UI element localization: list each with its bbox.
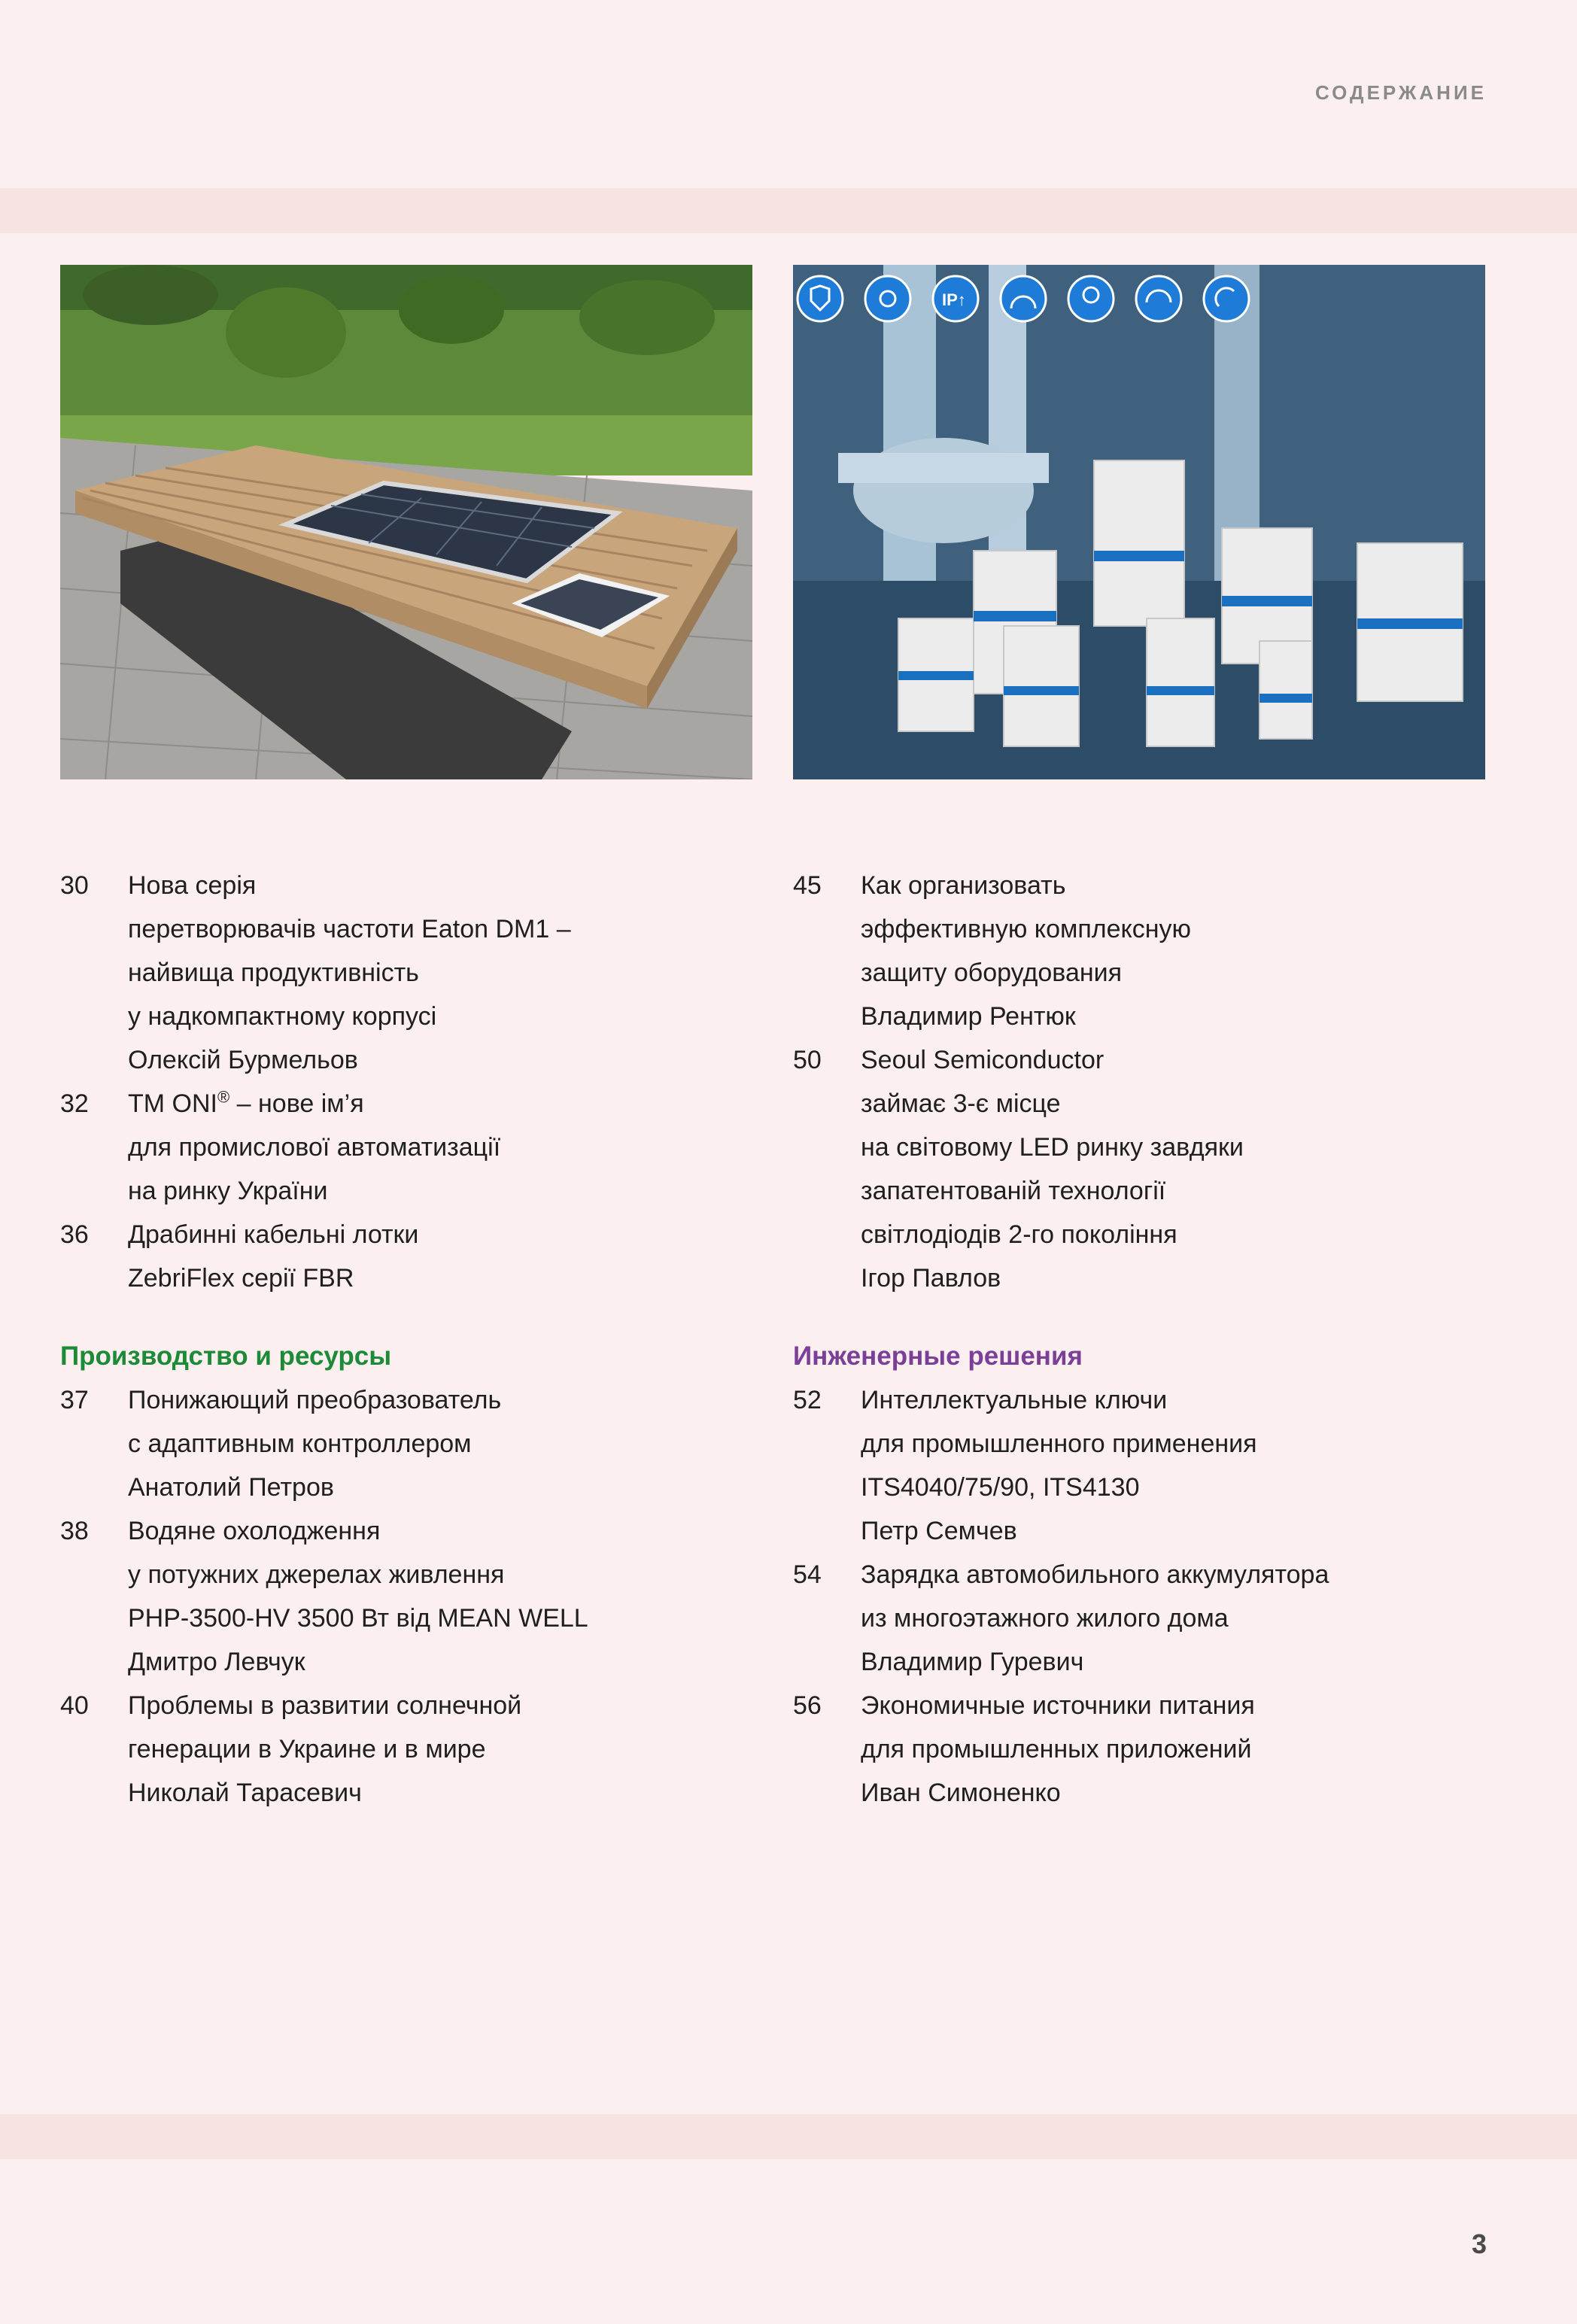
toc-group-bottom bbox=[793, 1378, 1470, 1815]
toc-page-number: 36 bbox=[60, 1220, 89, 1249]
toc-group-top bbox=[793, 864, 1470, 1300]
toc-line: на ринку України bbox=[128, 1177, 328, 1205]
toc-line: найвища продуктивність bbox=[128, 958, 419, 987]
svg-text:IP↑: IP↑ bbox=[942, 290, 966, 309]
toc-page-number: 45 bbox=[793, 871, 822, 900]
toc-group-bottom bbox=[60, 1378, 737, 1815]
toc-line: Как организовать bbox=[861, 871, 1066, 900]
toc-line: перетворювачів частоти Eaton DM1 – bbox=[128, 915, 571, 943]
toc-line: Проблемы в развитии солнечной bbox=[128, 1691, 522, 1720]
toc-author: Владимир Гуревич bbox=[861, 1648, 1084, 1676]
toc-line: запатентованій технології bbox=[861, 1177, 1166, 1205]
toc-entry-56[interactable] bbox=[793, 1684, 1470, 1815]
toc-author: Владимир Рентюк bbox=[861, 1002, 1076, 1031]
toc-page-number: 37 bbox=[60, 1386, 89, 1414]
toc-page-number: 40 bbox=[60, 1691, 89, 1720]
toc-author: Николай Тарасевич bbox=[128, 1779, 362, 1807]
toc-line: Seoul Semiconductor bbox=[861, 1046, 1105, 1074]
toc-entry-32[interactable] bbox=[60, 1082, 737, 1213]
toc-entry-45[interactable] bbox=[793, 864, 1470, 1038]
toc-page-number: 38 bbox=[60, 1517, 89, 1545]
toc-line: ITS4040/75/90, ITS4130 bbox=[861, 1473, 1140, 1502]
toc-author: Анатолий Петров bbox=[128, 1473, 334, 1502]
toc-page-number: 56 bbox=[793, 1691, 822, 1720]
eaton-drives-photo bbox=[793, 265, 1485, 779]
toc-author: Иван Симоненко bbox=[861, 1779, 1061, 1807]
toc-line: на світовому LED ринку завдяки bbox=[861, 1133, 1244, 1162]
toc-left-column bbox=[60, 864, 737, 1815]
toc-entry-36[interactable] bbox=[60, 1213, 737, 1300]
toc-entry-40[interactable] bbox=[60, 1684, 737, 1815]
toc-line: Понижающий преобразователь bbox=[128, 1386, 502, 1414]
toc-line: из многоэтажного жилого дома bbox=[861, 1604, 1229, 1633]
background-band bbox=[0, 2114, 1577, 2159]
toc-line: займає 3-є місце bbox=[861, 1089, 1061, 1118]
toc-author: Ігор Павлов bbox=[861, 1264, 1001, 1293]
toc-line: у потужних джерелах живлення bbox=[128, 1560, 505, 1589]
toc-line: с адаптивным контроллером bbox=[128, 1429, 472, 1458]
section-header: СОДЕРЖАНИЕ bbox=[1315, 81, 1487, 104]
toc-line: для промислової автоматизації bbox=[128, 1133, 501, 1162]
toc-line: Драбинні кабельні лотки bbox=[128, 1220, 419, 1249]
toc-line: світлодіодів 2-го покоління bbox=[861, 1220, 1177, 1249]
toc-author: Петр Семчев bbox=[861, 1517, 1017, 1545]
toc-entry-38[interactable] bbox=[60, 1509, 737, 1684]
toc-page-number: 30 bbox=[60, 871, 89, 900]
toc-line: Нова серія bbox=[128, 871, 257, 900]
toc-line: Зарядка автомобильного аккумулятора bbox=[861, 1560, 1329, 1589]
toc-page-number: 32 bbox=[60, 1089, 89, 1118]
toc-entry-54[interactable] bbox=[793, 1553, 1470, 1684]
background-band bbox=[0, 188, 1577, 233]
toc-line: для промышленного применения bbox=[861, 1429, 1257, 1458]
toc-author: Дмитро Левчук bbox=[128, 1648, 305, 1676]
toc-line: генерации в Украине и в мире bbox=[128, 1735, 486, 1764]
toc-page-number: 54 bbox=[793, 1560, 822, 1589]
toc-entry-37[interactable] bbox=[60, 1378, 737, 1509]
toc-line: ТМ ONI® – нове ім’я bbox=[128, 1087, 364, 1118]
toc-line: у надкомпактному корпусі bbox=[128, 1002, 437, 1031]
page-number: 3 bbox=[1471, 2228, 1487, 2259]
toc-line: Водяне охолодження bbox=[128, 1517, 381, 1545]
toc-page-number: 52 bbox=[793, 1386, 822, 1414]
section-title-engineering: Инженерные решения bbox=[793, 1341, 1083, 1371]
toc-entry-50[interactable] bbox=[793, 1038, 1470, 1300]
toc-entry-30[interactable] bbox=[60, 864, 737, 1082]
toc-line: Экономичные источники питания bbox=[861, 1691, 1255, 1720]
toc-right-column bbox=[793, 864, 1470, 1815]
toc-entry-52[interactable] bbox=[793, 1378, 1470, 1553]
section-title-production: Производство и ресурсы bbox=[60, 1341, 392, 1371]
toc-line: PHP-3500-HV 3500 Вт від MEAN WELL bbox=[128, 1604, 588, 1633]
toc-line: для промышленных приложений bbox=[861, 1735, 1252, 1764]
toc-line: ZebriFlex серії FBR bbox=[128, 1264, 354, 1293]
toc-group-top bbox=[60, 864, 737, 1300]
toc-page-number: 50 bbox=[793, 1046, 822, 1074]
toc-line: Интеллектуальные ключи bbox=[861, 1386, 1168, 1414]
toc-line: эффективную комплексную bbox=[861, 915, 1192, 943]
toc-line: защиту оборудования bbox=[861, 958, 1123, 987]
solar-bench-photo bbox=[60, 265, 752, 779]
toc-author: Олексій Бурмельов bbox=[128, 1046, 358, 1074]
